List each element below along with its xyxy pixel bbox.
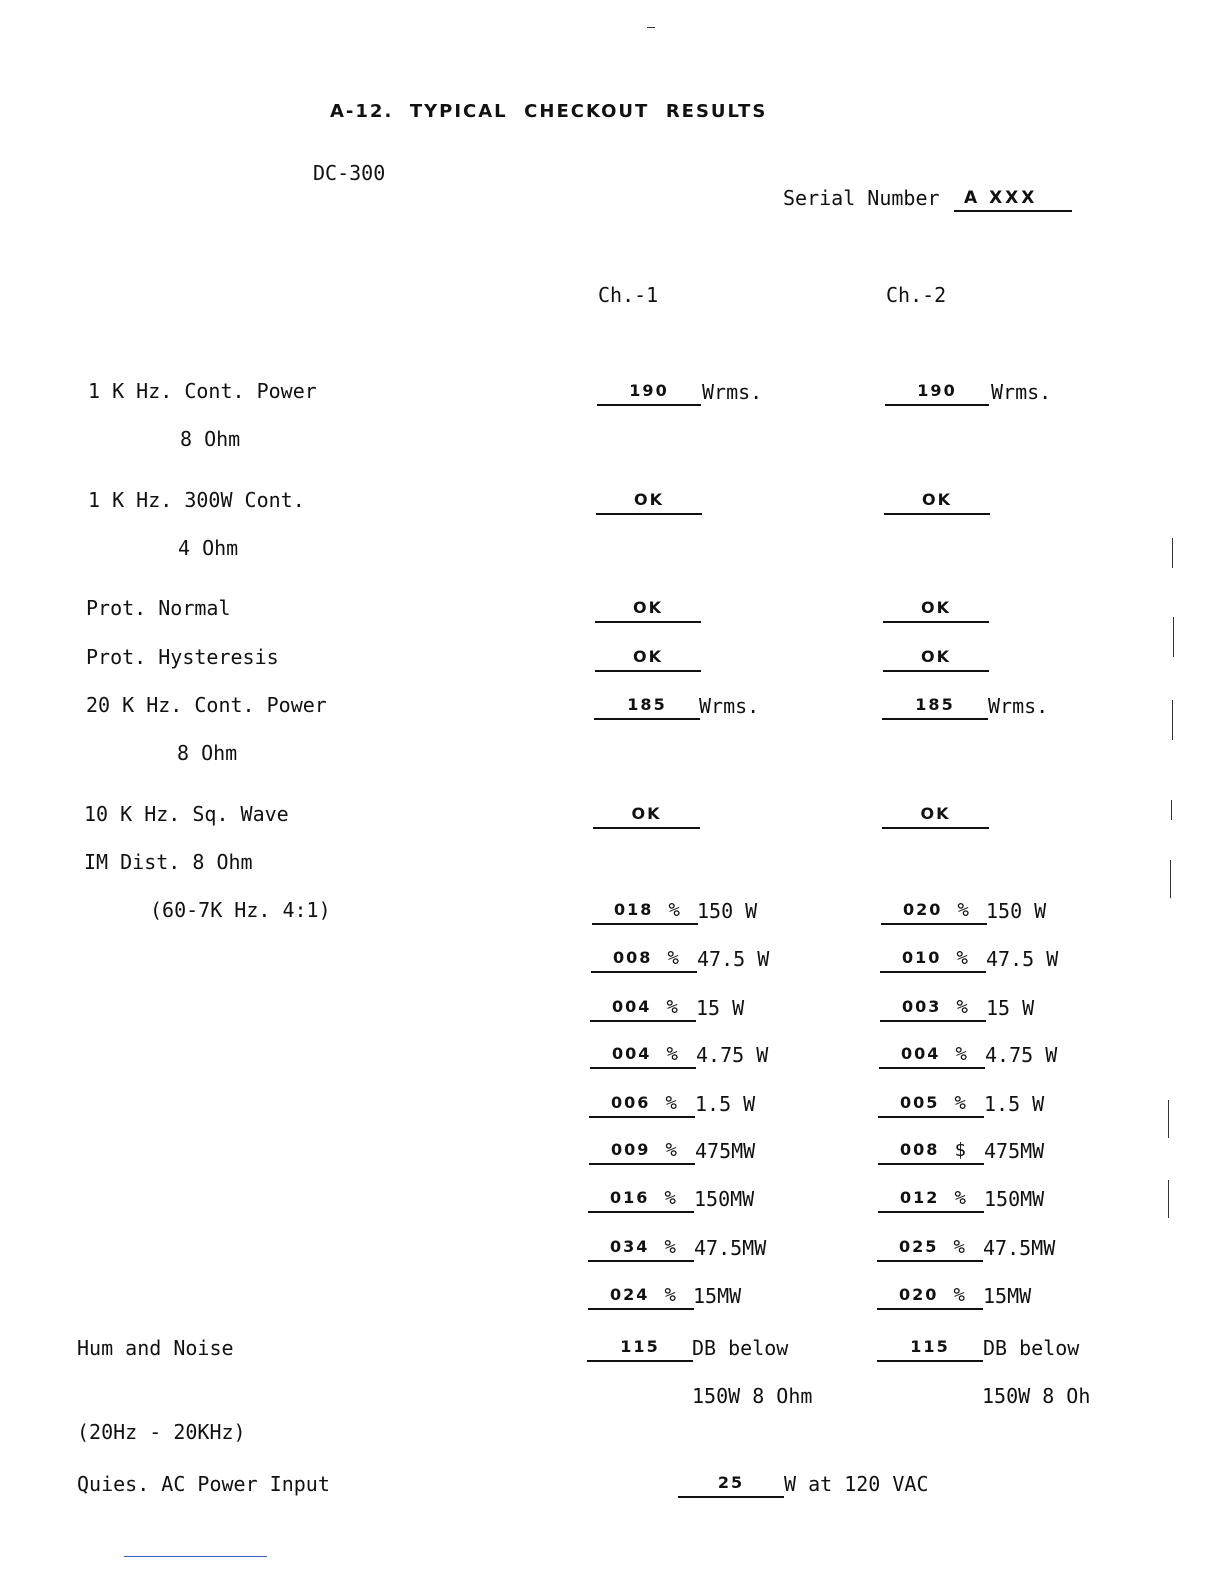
row-sublabel: 8 Ohm	[177, 741, 238, 765]
row-sublabel: (20Hz - 20KHz)	[77, 1420, 246, 1444]
column-header-ch1: Ch.-1	[598, 283, 659, 307]
ch1-value: 185	[594, 694, 700, 720]
page-title: A-12. TYPICAL CHECKOUT RESULTS	[330, 101, 768, 122]
im-ch1-value: 016 %	[588, 1187, 694, 1213]
quies-value: 25	[678, 1472, 784, 1498]
row-label: Prot. Hysteresis	[86, 645, 279, 669]
im-ch1-value: 034 %	[588, 1236, 694, 1262]
im-ch1-value: 004 %	[590, 996, 696, 1022]
bottom-rule	[124, 1556, 267, 1557]
row-label: 1 K Hz. Cont. Power	[88, 379, 317, 403]
im-ch2-value: 020 %	[877, 1284, 983, 1310]
scan-mark	[1172, 700, 1173, 740]
im-ch1-value: 008 %	[591, 947, 697, 973]
im-ch1-value: 006 %	[589, 1092, 695, 1118]
ch1-value: OK	[595, 646, 701, 672]
im-ch2-level: 150MW	[984, 1187, 1045, 1211]
row-label: IM Dist. 8 Ohm	[84, 850, 253, 874]
scan-mark	[647, 27, 655, 28]
im-ch1-level: 15MW	[693, 1284, 742, 1308]
im-ch1-value: 024 %	[588, 1284, 694, 1310]
ch2-value: OK	[883, 646, 989, 672]
ch2-unit: DB below	[983, 1336, 1080, 1360]
scan-mark	[1171, 800, 1172, 820]
serial-value: A XXX	[954, 186, 1072, 212]
row-label: 10 K Hz. Sq. Wave	[84, 802, 289, 826]
quies-unit: W at 120 VAC	[784, 1472, 929, 1496]
ch1-unit: Wrms.	[699, 694, 760, 718]
ch2-value: OK	[882, 803, 989, 829]
im-ch1-level: 1.5 W	[695, 1092, 756, 1116]
row-label: 20 K Hz. Cont. Power	[86, 693, 327, 717]
ch2-reference: 150W 8 Oh	[982, 1384, 1091, 1408]
ch2-unit: Wrms.	[988, 694, 1049, 718]
ch1-unit: DB below	[692, 1336, 789, 1360]
im-ch2-value: 008 $	[878, 1139, 984, 1165]
im-ch2-value: 012 %	[878, 1187, 984, 1213]
im-ch2-level: 475MW	[984, 1139, 1045, 1163]
ch1-value: OK	[595, 597, 701, 623]
im-ch2-value: 003 %	[880, 996, 986, 1022]
scan-mark	[1170, 860, 1171, 898]
im-ch1-level: 150MW	[694, 1187, 755, 1211]
ch2-value: 190	[885, 380, 989, 406]
ch2-unit: Wrms.	[991, 380, 1052, 404]
im-ch2-value: 005 %	[878, 1092, 984, 1118]
im-ch1-value: 018 %	[592, 899, 698, 925]
row-sublabel: 8 Ohm	[180, 427, 241, 451]
ch1-value: 115	[587, 1336, 693, 1362]
serial-label: Serial Number	[783, 186, 940, 210]
ch1-unit: Wrms.	[702, 380, 763, 404]
row-label: Prot. Normal	[86, 596, 231, 620]
ch1-reference: 150W 8 Ohm	[692, 1384, 813, 1408]
im-ch2-level: 4.75 W	[985, 1043, 1058, 1067]
im-ch2-level: 47.5 W	[986, 947, 1059, 971]
row-sublabel: (60-7K Hz. 4:1)	[150, 898, 331, 922]
im-ch2-value: 020 %	[881, 899, 987, 925]
scan-mark	[1168, 1180, 1169, 1218]
im-ch2-level: 47.5MW	[983, 1236, 1056, 1260]
im-ch2-level: 15 W	[986, 996, 1035, 1020]
scan-mark	[1173, 617, 1174, 657]
im-ch1-level: 4.75 W	[696, 1043, 769, 1067]
im-ch1-level: 150 W	[697, 899, 758, 923]
row-label: Quies. AC Power Input	[77, 1472, 330, 1496]
ch2-value: OK	[883, 597, 989, 623]
im-ch2-level: 150 W	[986, 899, 1047, 923]
im-ch1-level: 15 W	[696, 996, 745, 1020]
im-ch2-level: 15MW	[983, 1284, 1032, 1308]
im-ch2-level: 1.5 W	[984, 1092, 1045, 1116]
im-ch1-level: 47.5 W	[697, 947, 770, 971]
row-sublabel: 4 Ohm	[178, 536, 239, 560]
im-ch1-value: 009 %	[589, 1139, 695, 1165]
im-ch1-value: 004 %	[590, 1043, 696, 1069]
ch2-value: OK	[884, 489, 990, 515]
im-ch2-value: 004 %	[879, 1043, 985, 1069]
column-header-ch2: Ch.-2	[886, 283, 947, 307]
im-ch2-value: 025 %	[877, 1236, 983, 1262]
im-ch2-value: 010 %	[880, 947, 986, 973]
ch2-value: 115	[877, 1336, 983, 1362]
scan-mark	[1172, 538, 1173, 568]
im-ch1-level: 47.5MW	[694, 1236, 767, 1260]
row-label: 1 K Hz. 300W Cont.	[88, 488, 305, 512]
scan-mark	[1168, 1100, 1169, 1138]
row-label: Hum and Noise	[77, 1336, 234, 1360]
ch1-value: OK	[596, 489, 702, 515]
ch1-value: OK	[593, 803, 700, 829]
im-ch1-level: 475MW	[695, 1139, 756, 1163]
ch2-value: 185	[882, 694, 988, 720]
ch1-value: 190	[597, 380, 701, 406]
model-label: DC-300	[313, 161, 386, 185]
